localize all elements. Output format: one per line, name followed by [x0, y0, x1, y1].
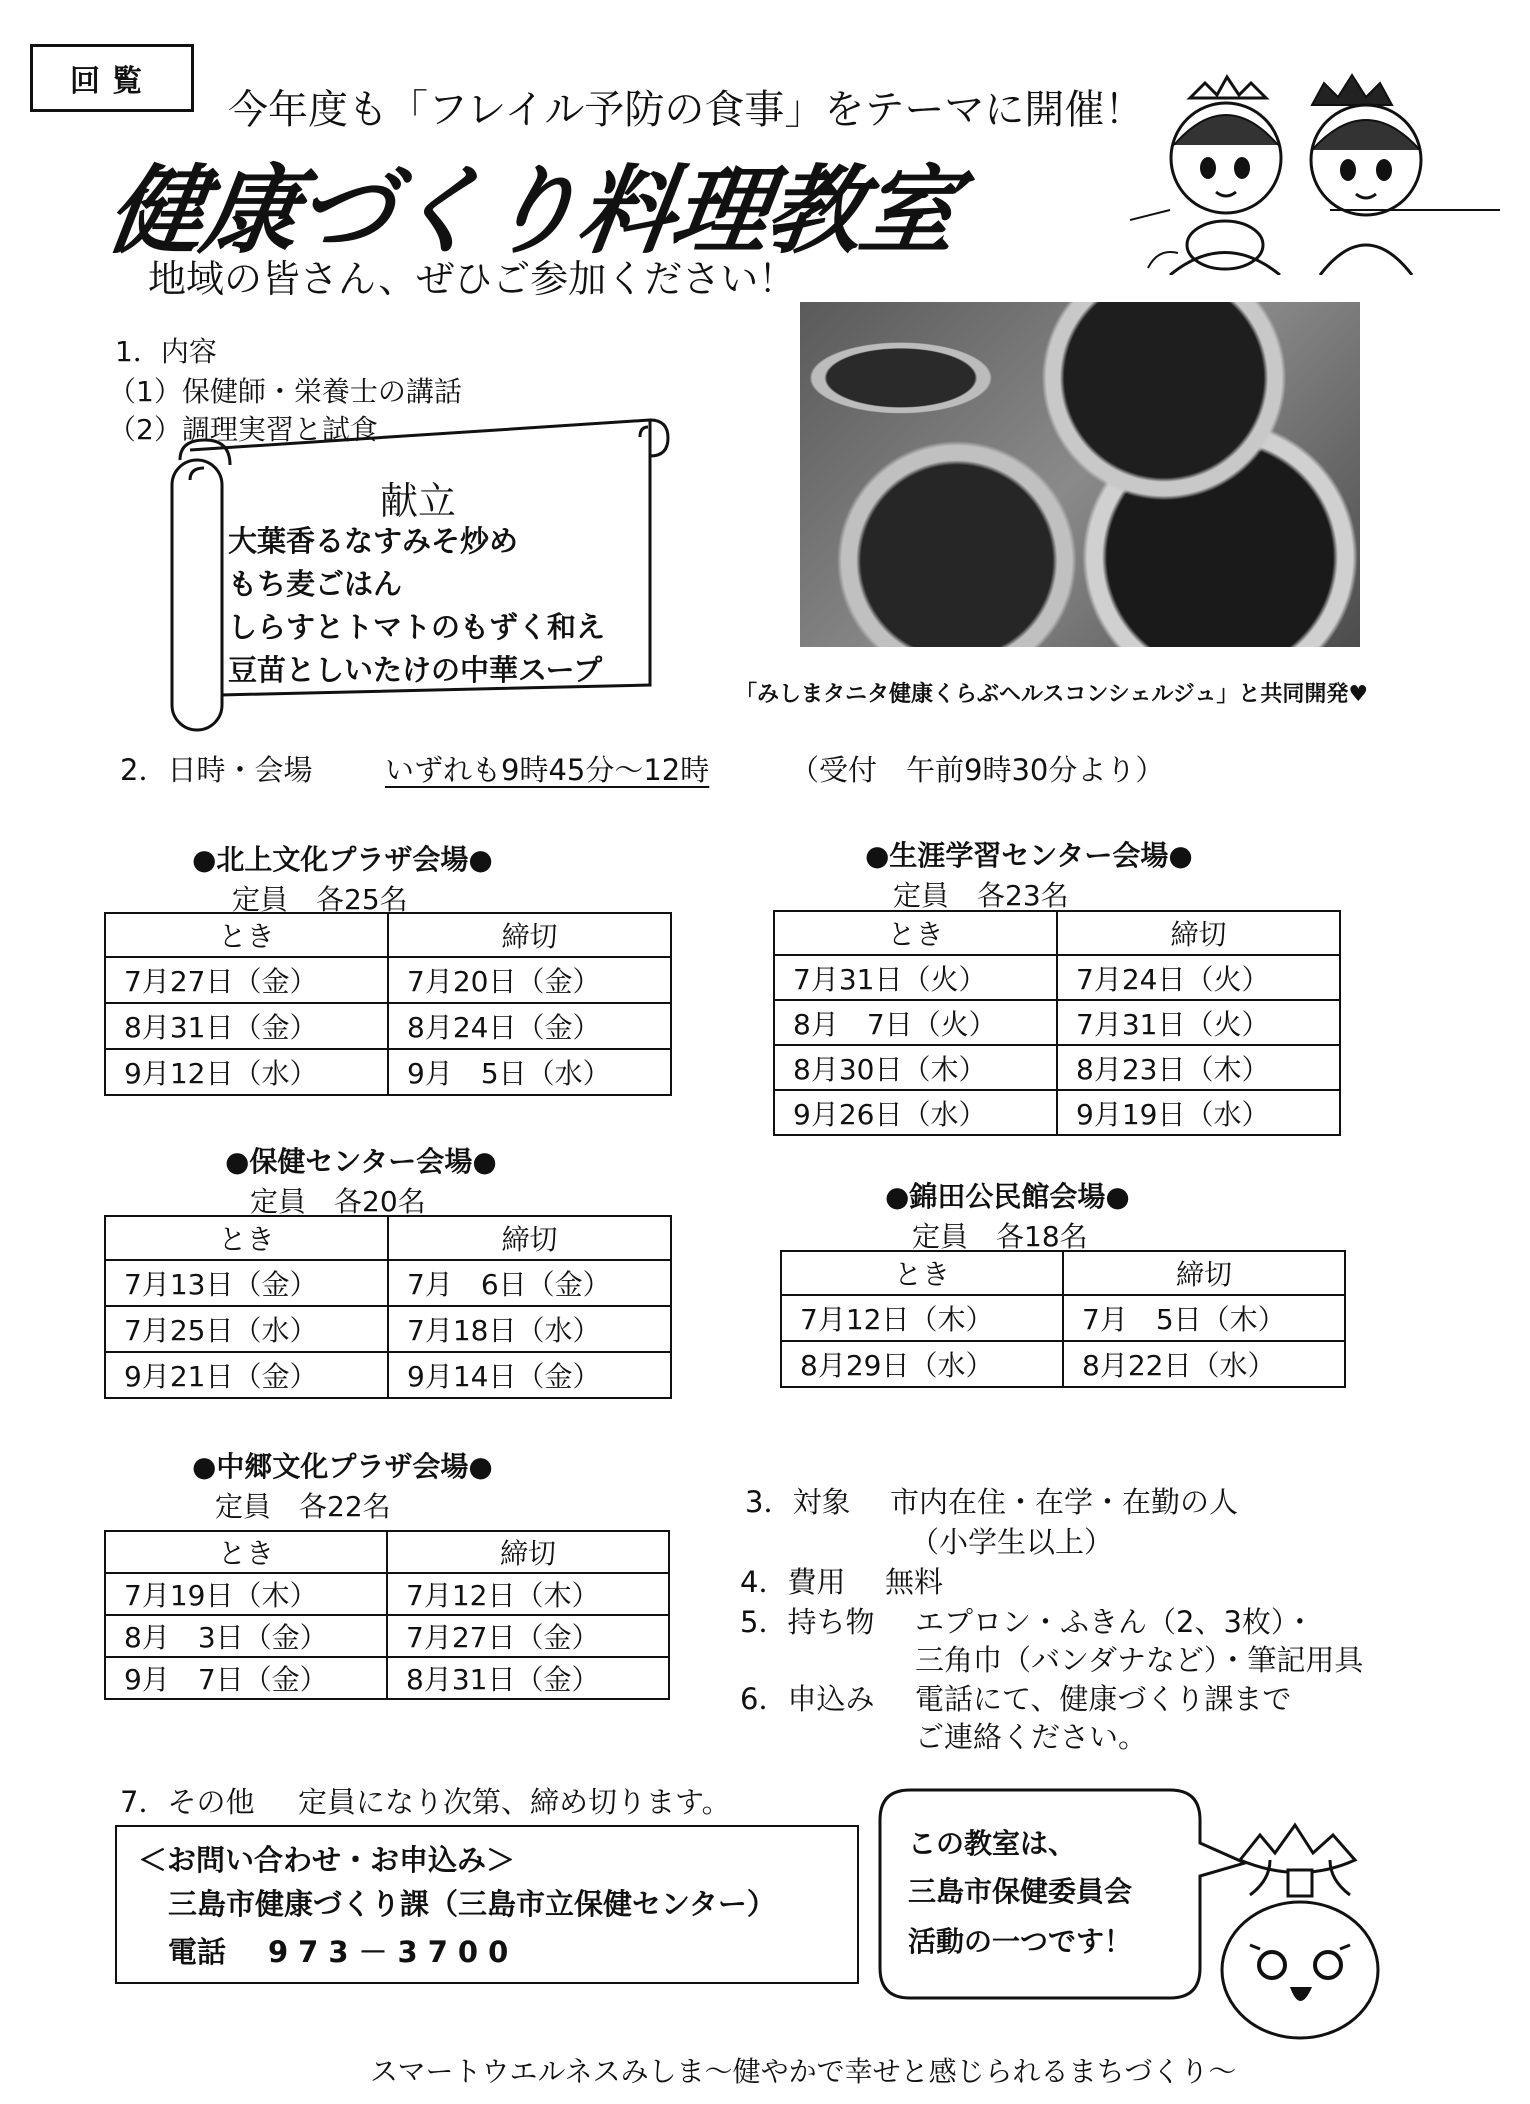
schedule-heading: 2．日時・会場	[120, 753, 313, 787]
menu-item: 豆苗としいたけの中華スープ	[228, 653, 603, 687]
target-label: 3．対象	[745, 1485, 851, 1519]
venue-nakazato-table	[104, 1530, 670, 1700]
other-text: 定員になり次第、締め切ります。	[298, 1785, 731, 1819]
table-row	[105, 1573, 669, 1615]
col-date: とき	[105, 1216, 388, 1260]
date-cell: 9月21日（金）	[105, 1352, 388, 1398]
target-note: （小学生以上）	[910, 1525, 1114, 1559]
table-row	[105, 1352, 671, 1398]
contact-phone: 973－3700	[268, 1935, 519, 1969]
date-cell: 7月25日（水）	[105, 1306, 388, 1352]
mascot-icon	[1210, 1815, 1390, 2045]
table-row	[105, 1615, 669, 1657]
contact-org: 三島市健康づくり課（三島市立保健センター）	[168, 1887, 776, 1921]
table-row	[105, 1260, 671, 1306]
menu-item: 大葉香るなすみそ炒め	[228, 524, 519, 558]
col-date: とき	[105, 913, 388, 957]
content-heading: 1．内容	[115, 335, 217, 368]
content-item-2: （2）調理実習と試食	[108, 413, 378, 446]
deadline-cell: 8月22日（水）	[1063, 1341, 1345, 1387]
fee-label: 4．費用	[740, 1565, 846, 1599]
col-deadline: 締切	[1057, 911, 1340, 955]
photo-caption: 「みしまタニタ健康くらぶヘルスコンシェルジュ」と共同開発♥	[735, 682, 1369, 707]
deadline-cell: 8月24日（金）	[388, 1003, 671, 1049]
items-line-1: エプロン・ふきん（2、3枚）・	[915, 1605, 1315, 1639]
contact-phone-label: 電話	[168, 1935, 227, 1969]
col-deadline: 締切	[1063, 1251, 1345, 1295]
schedule-reception: （受付 午前9時30分より）	[790, 753, 1165, 787]
col-date: とき	[774, 911, 1057, 955]
target-text: 市内在住・在学・在勤の人	[890, 1485, 1239, 1519]
col-deadline: 締切	[387, 1531, 669, 1573]
deadline-cell: 7月 6日（金）	[388, 1260, 671, 1306]
schedule-time: いずれも9時45分～12時	[385, 753, 710, 787]
deadline-cell: 9月14日（金）	[388, 1352, 671, 1398]
venue-shogai-table	[773, 910, 1341, 1136]
other-label: 7．その他	[120, 1785, 255, 1819]
mascot-pair-icon	[1130, 70, 1500, 275]
date-cell: 8月30日（木）	[774, 1045, 1057, 1090]
table-row	[105, 1306, 671, 1352]
content-item-1: （1）保健師・栄養士の講話	[108, 375, 462, 408]
apply-line-2: ご連絡ください。	[915, 1720, 1148, 1754]
menu-list	[228, 520, 605, 692]
date-cell: 7月12日（木）	[781, 1295, 1063, 1341]
venue-shogai-name: ●生涯学習センター会場●	[865, 839, 1193, 872]
table-row	[105, 957, 671, 1003]
menu-title: 献立	[380, 479, 457, 523]
table-row	[774, 1090, 1340, 1135]
apply-label: 6．申込み	[740, 1682, 875, 1716]
venue-nishikida-name: ●錦田公民館会場●	[885, 1180, 1130, 1213]
deadline-cell: 9月 5日（水）	[388, 1049, 671, 1095]
table-row	[774, 1000, 1340, 1045]
date-cell: 7月13日（金）	[105, 1260, 388, 1306]
contact-title: ＜お問い合わせ・お申込み＞	[138, 1843, 516, 1877]
date-cell: 7月27日（金）	[105, 957, 388, 1003]
col-date: とき	[781, 1251, 1063, 1295]
venue-hoken-table	[104, 1215, 672, 1399]
date-cell: 8月 3日（金）	[105, 1615, 387, 1657]
deadline-cell: 7月12日（木）	[387, 1573, 669, 1615]
invite-text: 地域の皆さん、ぜひご参加ください！	[148, 257, 797, 301]
venue-kitakami-name: ●北上文化プラザ会場●	[192, 843, 493, 876]
apply-line-1: 電話にて、健康づくり課まで	[915, 1682, 1292, 1716]
date-cell: 8月 7日（火）	[774, 1000, 1057, 1045]
fee-text: 無料	[885, 1565, 944, 1599]
table-row	[774, 1045, 1340, 1090]
date-cell: 8月29日（水）	[781, 1341, 1063, 1387]
table-row	[105, 1003, 671, 1049]
date-cell: 9月26日（水）	[774, 1090, 1057, 1135]
venue-nakazato-name: ●中郷文化プラザ会場●	[192, 1450, 493, 1483]
venue-nakazato-capacity: 定員 各22名	[215, 1490, 391, 1523]
venue-nishikida-capacity: 定員 各18名	[912, 1220, 1088, 1253]
table-row	[105, 1657, 669, 1699]
venue-hoken-capacity: 定員 各20名	[250, 1185, 426, 1218]
deadline-cell: 9月19日（水）	[1057, 1090, 1340, 1135]
date-cell: 9月 7日（金）	[105, 1657, 387, 1699]
bubble-line-3: 活動の一つです！	[908, 1925, 1133, 1958]
dish-photo	[800, 302, 1360, 647]
venue-kitakami-capacity: 定員 各25名	[232, 883, 408, 916]
kairan-label: 回覧	[30, 44, 194, 112]
date-cell: 8月31日（金）	[105, 1003, 388, 1049]
table-row	[781, 1341, 1345, 1387]
bubble-line-2: 三島市保健委員会	[908, 1875, 1133, 1908]
venue-nishikida-table	[780, 1250, 1346, 1388]
col-deadline: 締切	[388, 913, 671, 957]
deadline-cell: 7月18日（水）	[388, 1306, 671, 1352]
items-line-2: 三角巾（バンダナなど）・筆記用具	[915, 1643, 1364, 1677]
venue-hoken-name: ●保健センター会場●	[225, 1145, 497, 1178]
date-cell: 7月19日（木）	[105, 1573, 387, 1615]
deadline-cell: 7月 5日（木）	[1063, 1295, 1345, 1341]
venue-kitakami-table	[104, 912, 672, 1096]
date-cell: 9月12日（水）	[105, 1049, 388, 1095]
col-deadline: 締切	[388, 1216, 671, 1260]
date-cell: 7月31日（火）	[774, 955, 1057, 1000]
deadline-cell: 8月31日（金）	[387, 1657, 669, 1699]
menu-item: もち麦ごはん	[228, 567, 403, 601]
deadline-cell: 7月20日（金）	[388, 957, 671, 1003]
table-row	[781, 1295, 1345, 1341]
deadline-cell: 7月31日（火）	[1057, 1000, 1340, 1045]
subtitle: 今年度も「フレイル予防の食事」をテーマに開催！	[228, 87, 1145, 133]
venue-shogai-capacity: 定員 各23名	[893, 879, 1069, 912]
items-label: 5．持ち物	[740, 1605, 875, 1639]
table-row	[774, 955, 1340, 1000]
col-date: とき	[105, 1531, 387, 1573]
deadline-cell: 7月24日（火）	[1057, 955, 1340, 1000]
main-title: 健康づくり料理教室	[101, 155, 963, 267]
bubble-line-1: この教室は、	[908, 1827, 1077, 1860]
footer-slogan: スマートウエルネスみしま～健やかで幸せと感じられるまちづくり～	[370, 2055, 1237, 2088]
menu-item: しらすとトマトのもずく和え	[228, 610, 606, 644]
deadline-cell: 8月23日（木）	[1057, 1045, 1340, 1090]
table-row	[105, 1049, 671, 1095]
deadline-cell: 7月27日（金）	[387, 1615, 669, 1657]
